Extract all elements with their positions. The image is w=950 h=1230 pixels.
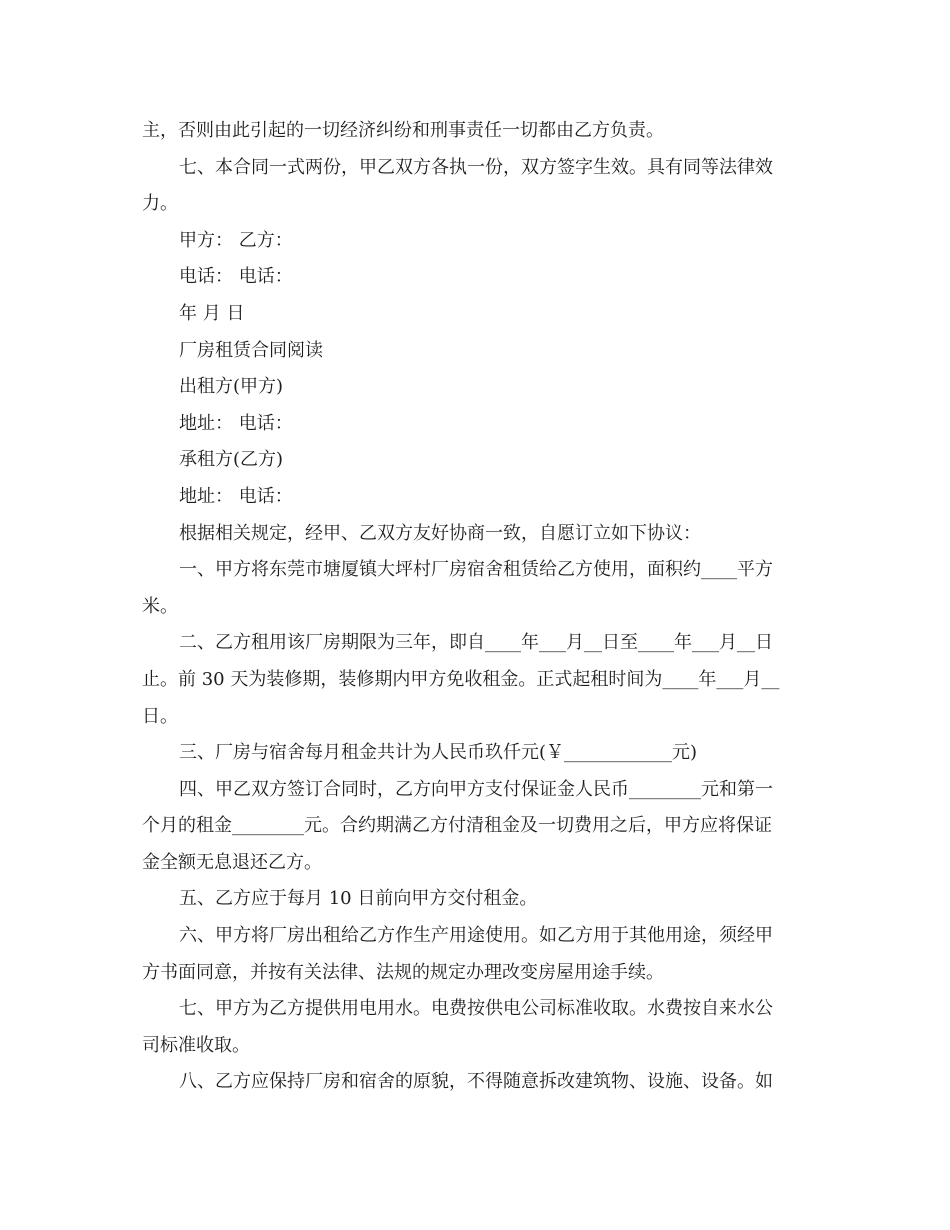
text-line: 年 月 日 <box>179 302 245 324</box>
paragraph-preamble <box>142 516 802 553</box>
text-line: 个月的租金________元。合约期满乙方付清租金及一切费用之后，甲方应将保证 <box>142 815 772 837</box>
text-line: 米。 <box>142 595 178 617</box>
text-line: 止。前 30 天为装修期，装修期内甲方免收租金。正式起租时间为____年___月__ <box>142 668 780 690</box>
paragraph-clause-2 <box>142 625 802 735</box>
text-line: 五、乙方应于每月 10 日前向甲方交付租金。 <box>179 888 538 910</box>
text-line: 出租方(甲方) <box>179 376 284 398</box>
text-line: 三、厂房与宿舍每月租金共计为人民币玖仟元(￥____________元) <box>179 742 698 764</box>
text-line: 日。 <box>142 705 178 727</box>
paragraph-clause-1 <box>142 552 802 625</box>
paragraph-liability-continuation <box>142 113 802 150</box>
signature-phone-line <box>142 259 802 296</box>
lessee-label <box>142 442 802 479</box>
paragraph-clause-4 <box>142 772 802 882</box>
text-line: 地址： 电话： <box>179 412 293 434</box>
text-line: 七、甲方为乙方提供用电用水。电费按供电公司标准收取。水费按自来水公 <box>179 998 773 1020</box>
text-line: 厂房租赁合同阅读 <box>179 339 323 361</box>
text-line: 甲方： 乙方： <box>179 229 293 251</box>
text-line: 二、乙方租用该厂房期限为三年，即自____年___月__日至____年___月__日 <box>179 632 773 654</box>
signature-date-line <box>142 296 802 333</box>
lessor-address-phone <box>142 406 802 443</box>
text-line: 四、甲乙双方签订合同时，乙方向甲方支付保证金人民币________元和第一 <box>179 778 773 800</box>
text-line: 司标准收取。 <box>142 1034 250 1056</box>
text-line: 方书面同意，并按有关法律、法规的规定办理改变房屋用途手续。 <box>142 961 664 983</box>
text-line: 七、本合同一式两份，甲乙双方各执一份，双方签字生效。具有同等法律效 <box>179 156 773 178</box>
lessor-label <box>142 369 802 406</box>
text-line: 金全额无息退还乙方。 <box>142 851 322 873</box>
text-line: 承租方(乙方) <box>179 449 284 471</box>
paragraph-clause-7-utilities <box>142 991 802 1064</box>
paragraph-clause-5 <box>142 881 802 918</box>
lessee-address-phone <box>142 479 802 516</box>
text-line: 根据相关规定，经甲、乙双方友好协商一致，自愿订立如下协议： <box>179 522 701 544</box>
section-title <box>142 333 802 370</box>
paragraph-clause-3 <box>142 735 802 772</box>
paragraph-clause-8 <box>142 1064 802 1101</box>
document-body <box>142 113 802 1101</box>
text-line: 电话： 电话： <box>179 266 293 288</box>
text-line: 六、甲方将厂房出租给乙方作生产用途使用。如乙方用于其他用途，须经甲 <box>179 925 773 947</box>
signature-party-line <box>142 223 802 260</box>
text-line: 一、甲方将东莞市塘厦镇大坪村厂房宿舍租赁给乙方使用，面积约____平方 <box>179 559 773 581</box>
paragraph-clause-6 <box>142 918 802 991</box>
text-line: 力。 <box>142 193 178 215</box>
paragraph-clause-7-copies <box>142 150 802 223</box>
text-line: 八、乙方应保持厂房和宿舍的原貌，不得随意拆改建筑物、设施、设备。如 <box>179 1071 773 1093</box>
text-line: 主，否则由此引起的一切经济纠纷和刑事责任一切都由乙方负责。 <box>142 120 664 141</box>
text-line: 地址： 电话： <box>179 485 293 507</box>
